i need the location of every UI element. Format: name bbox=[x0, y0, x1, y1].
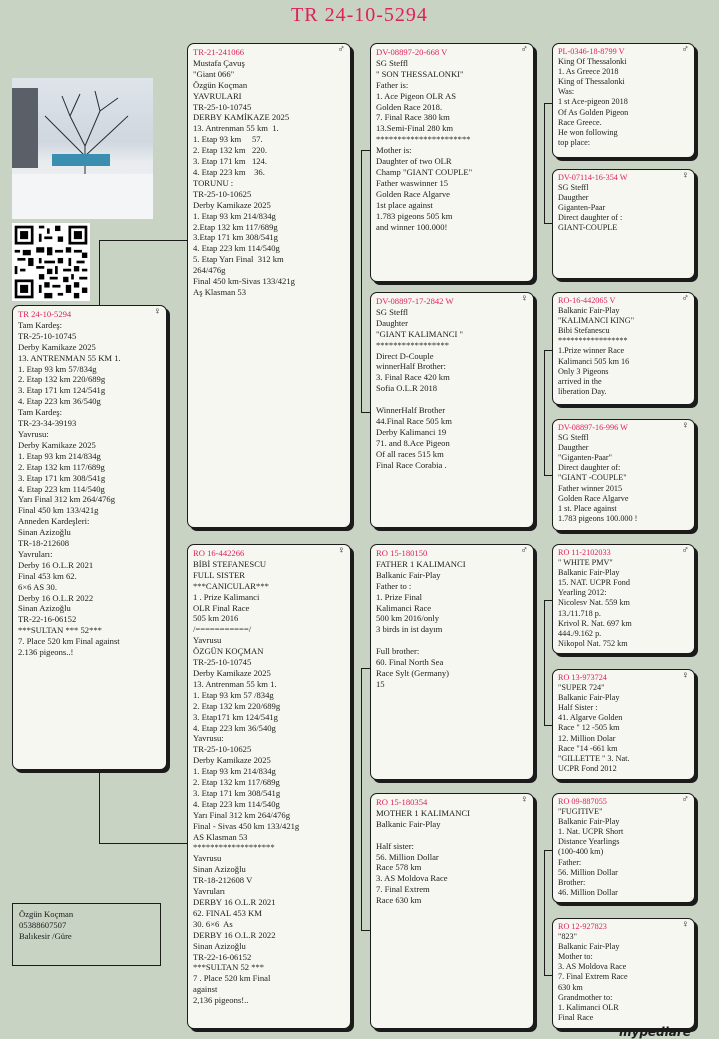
ring-number: RO-16-442065 V bbox=[558, 296, 616, 305]
female-icon: ♀ bbox=[681, 420, 689, 431]
pedigree-notes: FATHER 1 KALIMANCI Balkanic Fair-Play Father to : 1. Prize Final Kalimanci Race 500 km 2016/only 3 birds in ist dayım Full brother: 60. Final North Sea Race Sylt (Germany) 15 bbox=[376, 558, 466, 689]
female-icon: ♀ bbox=[337, 545, 345, 556]
connector-ss-bottom bbox=[544, 223, 552, 224]
qr-code-icon[interactable] bbox=[12, 223, 90, 301]
pigeon-card-subject[interactable] bbox=[12, 305, 167, 770]
connector-sire-ss bbox=[361, 150, 370, 151]
owner-name: Özgün Koçman bbox=[19, 909, 74, 919]
owner-location: Balıkesir /Güre bbox=[19, 930, 72, 941]
pedigree-notes: BİBİ STEFANESCU FULL SISTER ***CANICULAR*** 1 . Prize Kalimanci OLR Final Race 505 km 2016 /===========/ Yavrusu ÖZGÜN KOÇMAN TR-25-10-10745 Derby Kamikaze 2025 13. Antrenman 55 km 1. 1. Etap 93 km 57 /834g 2. Etap 132 km 220/689g 3. Etap171 km 124/541g 4. Etap 223 km 36/540g Yavrusu: TR-25-10-10625 Derby Kamikaze 2025 1. Etap 93 km 214/834g 2. Etap 132 km 117/689g 3. Etap 171 km 308/541g 4. Etap 223 km 114/540g Yarı Final 312 km 264/476g Final - Sivas 450 km 133/421g AS Klasman 53 ******************* Yavrusu Sinan Azizoğlu TR-18-212608 V Yavruları DERBY 16 O.L.R 2021 62. FINAL 453 KM 30. 6×6 As DERBY 16 O.L.R 2022 Sinan Azizoğlu TR-22-16-06152 ***SULTAN 52 *** 7 . Place 520 km Final against 2,136 pigeons!.. bbox=[193, 558, 300, 1006]
ring-number: RO 13-973724 bbox=[558, 673, 607, 682]
pigeon-card-sss[interactable] bbox=[552, 43, 695, 158]
male-icon: ♂ bbox=[681, 44, 689, 55]
connector-dd-bottom bbox=[544, 975, 552, 976]
pigeon-card-sire-dam[interactable] bbox=[370, 292, 534, 528]
pedigree-notes: SG Steffl Daugther Giganten-Paar Direct daughter of : GIANT-COUPLE bbox=[558, 183, 623, 233]
male-icon: ♂ bbox=[520, 545, 528, 556]
pedigree-notes: "FUGITIVE" Balkanic Fair-Play 1. Nat. UCPR Short Distance Yearlings (100-400 km) Father: 56. Million Dollar Brother: 46. Million Dollar bbox=[558, 807, 624, 897]
male-icon: ♂ bbox=[681, 545, 689, 556]
footer-brand: mypediare bbox=[619, 1025, 691, 1039]
ring-number: RO 15-180354 bbox=[376, 797, 428, 807]
connector-sd-vertical bbox=[544, 350, 545, 475]
ring-number: RO 16-442266 bbox=[193, 548, 245, 558]
ring-number: DV-08897-20-668 V bbox=[376, 47, 448, 57]
pigeon-card-dsd[interactable] bbox=[552, 669, 695, 780]
connector-ds-bottom bbox=[544, 725, 552, 726]
connector-dam-vertical bbox=[361, 668, 362, 930]
connector-sire-vertical bbox=[361, 150, 362, 412]
pigeon-card-dss[interactable] bbox=[552, 544, 695, 654]
connector-sire-sd bbox=[361, 412, 370, 413]
pedigree-notes: SG Steffl Daugther "Giganten-Paar" Direct daughter of: "GIANT -COUPLE" Father winner 2015 Golden Race Algarve 1 st. Place against 1.783 pigeons 100.000 ! bbox=[558, 433, 638, 523]
ring-number: DV-08897-16-996 W bbox=[558, 423, 628, 432]
connector-sd-bottom bbox=[544, 475, 552, 476]
pedigree-notes: SG Steffl " SON THESSALONKI" Father is: 1. Ace Pigeon OLR AS Golden Race 2018. 7. Final Race 380 km 13.Semi-Final 280 km ********************** Mother is: Daughter of two OLR Champ "GIANT COUPLE" Father waswinner 15 Golden Race Algarve 1st place against 1.783 pigeons 505 km and winner 100.000! bbox=[376, 57, 473, 232]
pigeon-card-sire[interactable] bbox=[187, 43, 351, 528]
photo-roof bbox=[12, 88, 38, 168]
connector-subject-dam bbox=[99, 843, 187, 844]
loft-photo bbox=[12, 78, 153, 219]
ring-number: DV-07114-16-354 W bbox=[558, 173, 628, 182]
pigeon-card-ssd[interactable] bbox=[552, 169, 695, 279]
connector-ds-vertical bbox=[544, 600, 545, 725]
pigeon-card-dam[interactable] bbox=[187, 544, 351, 1029]
owner-info-box bbox=[12, 903, 161, 966]
connector-dd-vertical bbox=[544, 850, 545, 975]
male-icon: ♂ bbox=[681, 794, 689, 805]
ring-number: RO 15-180150 bbox=[376, 548, 428, 558]
photo-snow bbox=[12, 174, 153, 219]
connector-subject-sire bbox=[99, 240, 187, 241]
ring-number: RO 11-2102033 bbox=[558, 548, 611, 557]
pigeon-card-dds[interactable] bbox=[552, 793, 695, 903]
page-title: TR 24-10-5294 bbox=[291, 4, 428, 26]
male-icon: ♂ bbox=[520, 44, 528, 55]
ring-number: RO 12-927823 bbox=[558, 922, 607, 931]
female-icon: ♀ bbox=[681, 670, 689, 681]
pigeon-card-sds[interactable] bbox=[552, 292, 695, 405]
pigeon-card-sdd[interactable] bbox=[552, 419, 695, 531]
connector-sd-top bbox=[544, 350, 552, 351]
male-icon: ♂ bbox=[681, 293, 689, 304]
pedigree-notes: " WHITE PMV" Balkanic Fair-Play 15. NAT. UCPR Fond Yearling 2012: Nicolesv Nat. 559 km 13./11.718 p. Krivol R. Nat. 697 km 444./9.162 p. Nikopol Nat. 752 km bbox=[558, 558, 632, 648]
pigeon-card-dam-sire[interactable] bbox=[370, 544, 534, 780]
pigeon-card-dam-dam[interactable] bbox=[370, 793, 534, 1029]
pigeon-card-sire-sire[interactable] bbox=[370, 43, 534, 282]
pedigree-notes: "SUPER 724" Balkanic Fair-Play Half Sister : 41. Algarve Golden Race " 12 -505 km 12. Million Dolar Race "14 -661 km "GILLETTE " 3. Nat. UCPR Fond 2012 bbox=[558, 683, 630, 773]
connector-dam-dd bbox=[361, 930, 370, 931]
female-icon: ♀ bbox=[520, 794, 528, 805]
female-icon: ♀ bbox=[520, 293, 528, 304]
ring-number: RO 09-887055 bbox=[558, 797, 607, 806]
pedigree-notes: King Of Thessalonki 1. As Greece 2018 King of Thessalonki Was: 1 st Ace-pigeon 2018 Of As Golden Pigeon Race Greece. He won following top place: bbox=[558, 57, 629, 147]
pedigree-notes: MOTHER 1 KALIMANCI Balkanic Fair-Play Half sister: 56. Million Dollar Race 578 km 3. AS Moldova Race 7. Final Extrem Race 630 km bbox=[376, 807, 471, 906]
ring-number: DV-08897-17-2842 W bbox=[376, 296, 454, 306]
pedigree-notes: "823" Balkanic Fair-Play Mother to: 3. AS Moldova Race 7. Final Extrem Race 630 km Grandmother to: 1. Kalimanci OLR Final Race bbox=[558, 932, 628, 1022]
pedigree-notes: Balkanic Fair-Play "KALIMANCI KING" Bibi Stefanescu ***************** 1.Prize winner Race Kalimanci 505 km 16 Only 3 Pigeons arrived in the liberation Day. bbox=[558, 306, 635, 396]
owner-phone: 05388607507 bbox=[19, 919, 67, 930]
ring-number: TR-21-241066 bbox=[193, 47, 245, 57]
ring-number: PL-0346-18-8799 V bbox=[558, 47, 625, 56]
connector-ss-vertical bbox=[544, 103, 545, 223]
pedigree-notes: Mustafa Çavuş "Giant 066" Özgün Koçman YAVRULARI TR-25-10-10745 DERBY KAMİKAZE 2025 13. Antrenman 55 km 1. 1. Etap 93 km 57. 2. Etap 132 km 220. 3. Etap 171 km 124. 4. Etap 223 km 36. TORUNU : TR-25-10-10625 Derby Kamikaze 2025 1. Etap 93 km 214/834g 2.Etap 132 km 117/689g 3.Etap 171 km 308/541g 4. Etap 223 km 114/540g 5. Etap Yarı Final 312 km 264/476g Final 450 km-Sivas 133/421g Aş Klasman 53 bbox=[193, 57, 295, 297]
male-icon: ♂ bbox=[337, 44, 345, 55]
pedigree-notes: Tam Kardeş: TR-25-10-10745 Derby Kamikaze 2025 13. ANTRENMAN 55 KM 1. 1. Etap 93 km 57/834g 2. Etap 132 km 220/689g 3. Etap 171 km 124/541g 4. Etap 223 km 36/540g Tam Kardeş: TR-23-34-39193 Yavrusu: Derby Kamikaze 2025 1. Etap 93 km 214/834g 2. Etap 132 km 117/689g 3. Etap 171 km 308/541g 4. Etap 223 km 114/540g Yarı Final 312 km 264/476g Final 450 km 133/421g Anneden Kardeşleri: Sinan Azizoğlu TR-18-212608 Yavruları: Derby 16 O.L.R 2021 Final 453 km 62. 6×6 AS 30. Derby 16 O.L.R 2022 Sinan Azizoğlu TR-22-16-06152 ***SULTAN *** 52*** 7. Place 520 km Final against 2.136 pigeons..! bbox=[18, 319, 121, 658]
female-icon: ♀ bbox=[681, 170, 689, 181]
connector-dam-ds bbox=[361, 668, 370, 669]
ring-number: TR 24-10-5294 bbox=[18, 309, 72, 319]
connector-ss-top bbox=[544, 103, 552, 104]
photo-pool bbox=[52, 154, 110, 166]
female-icon: ♀ bbox=[153, 306, 161, 317]
pedigree-notes: SG Steffl Daughter "GIANT KALIMANCI " ***************** Direct D-Couple winnerHalf Brother: 3. Final Race 420 km Sofia O.L.R 2018 WinnerHalf Brother 44.Final Race 505 km Derby Kalimanci 19 71. and 8.Ace Pigeon Of all races 515 km Final Race Corabia . bbox=[376, 306, 464, 470]
connector-ds-top bbox=[544, 600, 552, 601]
pigeon-card-ddd[interactable] bbox=[552, 918, 695, 1029]
connector-dd-top bbox=[544, 850, 552, 851]
female-icon: ♀ bbox=[681, 919, 689, 930]
